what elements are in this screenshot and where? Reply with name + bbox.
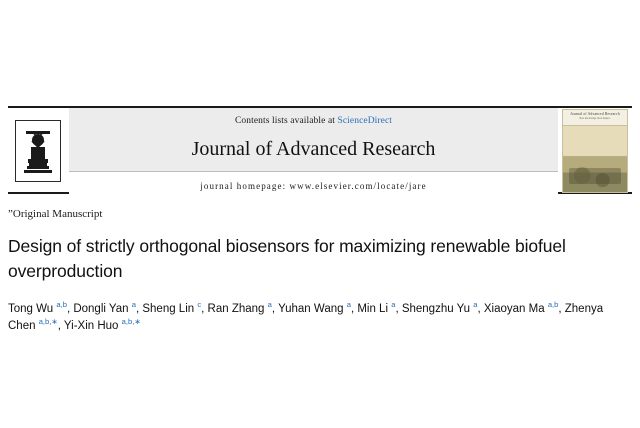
article-title: Design of strictly orthogonal biosensors for maximizing renewable biofuel overproduction — [8, 236, 566, 281]
sciencedirect-link[interactable]: ScienceDirect — [337, 116, 393, 126]
author-separator: , — [350, 303, 358, 315]
masthead-center — [69, 108, 558, 192]
elsevier-tree-logo — [15, 120, 61, 182]
author-affiliation-mark: a — [267, 300, 272, 310]
manuscript-type: ”Original Manuscript — [8, 208, 103, 220]
author-affiliation-mark: a,b — [56, 300, 67, 310]
author-name: Shengzhu Yu — [401, 303, 474, 315]
author-name: Dongli Yan — [73, 303, 132, 315]
author-name: Ran Zhang — [207, 303, 268, 315]
author-separator: , — [395, 303, 402, 315]
author-affiliation-mark: a,b,∗ — [38, 317, 58, 327]
author-separator: , — [558, 303, 565, 315]
author-affiliation-mark: a — [391, 300, 396, 310]
author-separator: , — [271, 303, 279, 315]
cover-title: Journal of Advanced Research — [570, 112, 620, 116]
journal-homepage-band — [69, 171, 558, 194]
cover-subtitle: New knowledge. Real impact. — [579, 117, 611, 120]
author-separator: , — [57, 320, 64, 332]
contents-available-line — [235, 111, 392, 128]
elsevier-tree-icon — [18, 123, 58, 179]
journal-cover-thumbnail — [558, 108, 632, 192]
author-affiliation-mark: a,b,∗ — [121, 317, 141, 327]
article-header — [8, 206, 632, 335]
author-separator: , — [477, 303, 484, 315]
author-affiliation-mark: a — [346, 300, 351, 310]
author-separator: , — [135, 303, 143, 315]
author-affiliation-mark: a — [473, 300, 478, 310]
journal-masthead — [8, 106, 632, 194]
journal-homepage-text: journal homepage: www.elsevier.com/locate/jare — [200, 181, 427, 191]
author-name: Yi-Xin Huo — [63, 320, 122, 332]
author-list — [8, 301, 616, 335]
journal-title: Journal of Advanced Research — [191, 138, 436, 160]
contents-prefix: Contents lists available at — [234, 116, 338, 126]
cover-art — [562, 109, 628, 193]
author-name: Yuhan Wang — [278, 303, 347, 315]
author-affiliation-mark: c — [197, 300, 202, 310]
author-affiliation-mark: a,b — [547, 300, 559, 310]
cover-illustration — [563, 126, 627, 192]
author-name: Min Li — [357, 303, 392, 315]
publisher-logo — [8, 108, 69, 192]
author-name: Sheng Lin — [142, 303, 198, 315]
author-name: Zhenya Chen — [8, 303, 604, 332]
author-name: Tong Wu — [8, 303, 57, 315]
author-name: Xiaoyan Ma — [483, 303, 548, 315]
cover-band — [563, 110, 627, 126]
author-separator: , — [201, 303, 208, 315]
author-separator: , — [66, 303, 74, 315]
author-affiliation-mark: a — [131, 300, 136, 310]
